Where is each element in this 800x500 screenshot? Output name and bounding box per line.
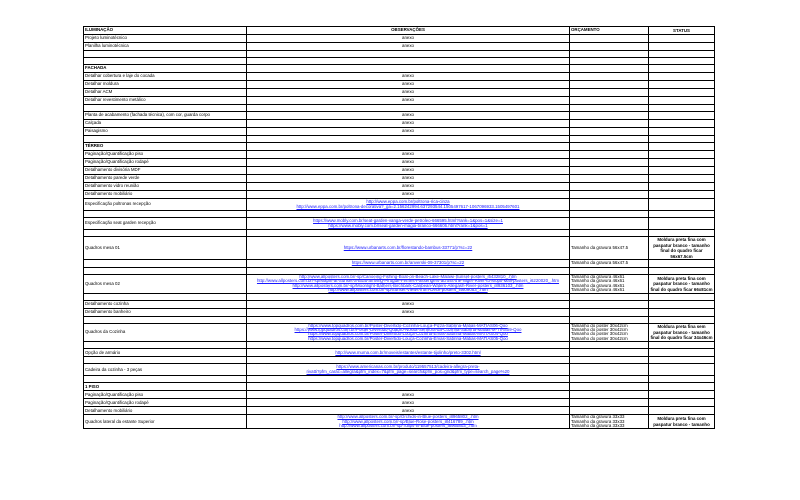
table-row	[84, 112, 715, 120]
section-title: 1 PISO	[84, 383, 247, 391]
observation-cell	[247, 143, 570, 151]
status-cell	[649, 81, 715, 89]
observation-cell	[247, 136, 570, 143]
budget-cell	[570, 58, 649, 65]
status-cell	[649, 218, 715, 230]
budget-value: Tamanho do poster 30x42cm	[571, 327, 628, 333]
observation-text: anexo	[402, 391, 414, 397]
item-label: Planta de acabamento (fachada técnica), com cor, guarda corpo	[84, 112, 247, 120]
item-label: Quadros lateral da estante Superior	[84, 415, 247, 429]
budget-value: Tamanho da gravura 33x33	[571, 418, 625, 424]
status-cell	[649, 143, 715, 151]
status-cell: Moldura preta fina com paspatur branco - tamanho final do quadro ficar 66x81cm	[649, 275, 715, 294]
status-cell	[649, 120, 715, 128]
status-cell	[649, 342, 715, 349]
item-label: Especificação poltronas recepção	[84, 199, 247, 211]
item-label	[84, 342, 247, 349]
budget-cell	[570, 81, 649, 89]
observation-link[interactable]: http://www.allposters.com.br/-sp/Tulips-in-Blue-posters_i8965803_.htm	[339, 423, 477, 429]
status-cell	[649, 376, 715, 383]
observation-link[interactable]: https://www.topquadros.com.br/Poster-Divertido-Quadro-Nossa-Senhora-da-Cozinha-Sabrina-Matias-M-TIAS09-Qoo	[294, 327, 522, 333]
status-cell	[649, 293, 715, 300]
budget-cell	[570, 323, 649, 342]
budget-spreadsheet	[83, 26, 715, 429]
table-row	[84, 364, 715, 376]
budget-cell	[570, 159, 649, 167]
observation-cell	[247, 323, 570, 342]
observation-link[interactable]: https://www.topquadros.com.br/Poster-Divertido-Louça-Cozinha-Ervas-Sabrina-Matias-MATIAS05-Qoo	[308, 335, 508, 341]
budget-cell	[570, 275, 649, 294]
budget-cell	[570, 300, 649, 308]
status-cell	[649, 357, 715, 364]
table-row	[84, 308, 715, 316]
empty-row	[84, 268, 715, 275]
observation-text: anexo	[402, 308, 414, 314]
empty-row	[84, 357, 715, 364]
budget-cell	[570, 349, 649, 357]
observation-text: anexo	[402, 191, 414, 197]
table-row	[84, 120, 715, 128]
observation-cell	[247, 316, 570, 323]
budget-cell	[570, 342, 649, 349]
observation-text: anexo	[402, 175, 414, 181]
empty-row	[84, 293, 715, 300]
observation-cell	[247, 183, 570, 191]
budget-cell	[570, 120, 649, 128]
observation-text: anexo	[402, 89, 414, 95]
empty-row	[84, 58, 715, 65]
observation-cell	[247, 391, 570, 399]
table-row	[84, 199, 715, 211]
budget-cell	[570, 308, 649, 316]
observation-cell	[247, 342, 570, 349]
observation-cell	[247, 151, 570, 159]
observation-cell	[247, 218, 570, 230]
observation-text: anexo	[402, 97, 414, 103]
budget-cell	[570, 237, 649, 260]
budget-cell	[570, 65, 649, 73]
budget-cell	[570, 43, 649, 51]
header-orcamento: ORÇAMENTO	[570, 27, 649, 35]
item-label: Quadros da Cozinha	[84, 323, 247, 342]
status-cell	[649, 105, 715, 112]
empty-row	[84, 51, 715, 58]
budget-value: Tamanho da gravura 46x61	[571, 287, 625, 293]
table-row	[84, 191, 715, 199]
item-label: Cadeira da cozinha - 3 peças	[84, 364, 247, 376]
item-label: Paisagismo	[84, 128, 247, 136]
item-label	[84, 105, 247, 112]
status-cell	[649, 35, 715, 43]
item-label: Especificação seat garden recepção	[84, 218, 247, 230]
budget-cell	[570, 357, 649, 364]
table-row	[84, 275, 715, 294]
observation-cell	[247, 58, 570, 65]
observation-link[interactable]: http://www.allposters.com.br/-sp/Canoeing-Fishing-Boat-on-Beach-Lake-Malawi-Sunset-posters_i5432810_.htm	[299, 274, 517, 279]
budget-cell	[570, 89, 649, 97]
observation-link[interactable]: http://www.allposters.com.br/-sp/Mapiri-at-Sunset-a-Boat-arriving-Pirogue-Ferries-Passengers-across-the-Niger-River-to-Mopti-Mali-posters_i6220020_.htm	[256, 278, 560, 284]
observation-cell	[247, 112, 570, 120]
observation-cell	[247, 35, 570, 43]
table-row	[84, 391, 715, 399]
observation-text: anexo	[402, 151, 414, 157]
budget-cell	[570, 73, 649, 81]
status-cell	[649, 199, 715, 211]
observation-text: anexo	[402, 73, 414, 79]
item-label: Detalhar moldura	[84, 81, 247, 89]
observation-link[interactable]: rivatti?pfm_carac=allegra&pfm_index=7&pfm_page=search&pfm_pos=grid&pfm_type=search_page%20	[306, 368, 510, 374]
budget-cell	[570, 151, 649, 159]
empty-row	[84, 316, 715, 323]
observation-cell	[247, 300, 570, 308]
item-label: Detalhar revestimento metálico	[84, 97, 247, 105]
budget-value: Tamanho da gravura 33x33	[571, 414, 625, 420]
empty-row	[84, 136, 715, 143]
budget-value: Tamanho da gravura 46x61	[571, 278, 625, 284]
header-observacoes: OBSERVAÇÕES	[247, 27, 570, 35]
status-cell	[649, 183, 715, 191]
observation-cell	[247, 120, 570, 128]
observation-cell	[247, 199, 570, 211]
budget-cell	[570, 143, 649, 151]
status-cell	[649, 128, 715, 136]
item-label	[84, 293, 247, 300]
budget-value: Tamanho do poster 30x42cm	[571, 331, 628, 337]
header-status: STATUS	[649, 27, 715, 35]
table-row	[84, 415, 715, 429]
item-label: Opção de armário	[84, 349, 247, 357]
budget-cell	[570, 415, 649, 429]
table-row	[84, 81, 715, 89]
spreadsheet-body	[84, 27, 715, 429]
table-row	[84, 349, 715, 357]
table-row	[84, 159, 715, 167]
observation-cell	[247, 415, 570, 429]
budget-cell	[570, 191, 649, 199]
item-label	[84, 230, 247, 237]
budget-cell	[570, 199, 649, 211]
status-cell	[649, 43, 715, 51]
item-label: Detalhamento mobiliário	[84, 407, 247, 415]
observation-cell	[247, 308, 570, 316]
item-label: Calçada	[84, 120, 247, 128]
header-category: ILUMINAÇÃO	[84, 27, 247, 35]
item-label: Paginação/Quantificação piso	[84, 151, 247, 159]
empty-row	[84, 230, 715, 237]
item-label: Paginação/Quantificação rodapé	[84, 399, 247, 407]
status-cell	[649, 136, 715, 143]
status-cell: Moldura preta fina sem paspatur branco - tamanho final do quadro ficar 34x46cm	[649, 323, 715, 342]
table-row	[84, 399, 715, 407]
observation-link[interactable]: http://www.eppa.com.br/poltrona-rica-cinza	[366, 199, 450, 205]
table-row	[84, 300, 715, 308]
observation-cell	[247, 211, 570, 218]
status-cell	[649, 159, 715, 167]
observation-cell	[247, 268, 570, 275]
status-cell	[649, 316, 715, 323]
status-cell	[649, 260, 715, 268]
status-cell	[649, 89, 715, 97]
item-label	[84, 211, 247, 218]
observation-cell	[247, 275, 570, 294]
observation-cell	[247, 357, 570, 364]
item-label	[84, 58, 247, 65]
budget-value: Tamanho da gravura 56x47.5	[571, 244, 629, 250]
item-label	[84, 260, 247, 268]
budget-cell	[570, 260, 649, 268]
observation-cell	[247, 191, 570, 199]
table-row	[84, 97, 715, 105]
item-label: Detalhamento parede verde	[84, 175, 247, 183]
empty-row	[84, 376, 715, 383]
table-row	[84, 151, 715, 159]
observation-text: anexo	[402, 407, 414, 413]
status-cell: Moldura preta fina com paspatur branco - tamanho	[649, 415, 715, 429]
status-cell	[649, 167, 715, 175]
observation-cell	[247, 51, 570, 58]
item-label: Detalhar ACM	[84, 89, 247, 97]
observation-text: anexo	[402, 35, 414, 41]
table-row	[84, 183, 715, 191]
table-row	[84, 218, 715, 230]
empty-row	[84, 342, 715, 349]
observation-cell	[247, 349, 570, 357]
budget-cell	[570, 364, 649, 376]
observation-cell	[247, 293, 570, 300]
item-label: Detalhar cobertura e laje do cocada	[84, 73, 247, 81]
observation-text: anexo	[402, 183, 414, 189]
observation-cell	[247, 383, 570, 391]
budget-cell	[570, 136, 649, 143]
budget-cell	[570, 35, 649, 43]
observation-text: anexo	[402, 112, 414, 118]
item-label: Detalhamento mobiliário	[84, 191, 247, 199]
status-cell	[649, 391, 715, 399]
observation-cell	[247, 43, 570, 51]
observation-cell	[247, 105, 570, 112]
item-label	[84, 51, 247, 58]
budget-value: Tamanho da gravura 56x47.5	[571, 260, 629, 266]
table-row	[84, 89, 715, 97]
section-title: FACHADA	[84, 65, 247, 73]
item-label	[84, 316, 247, 323]
observation-cell	[247, 89, 570, 97]
table-row	[84, 175, 715, 183]
budget-cell	[570, 128, 649, 136]
table-row	[84, 128, 715, 136]
budget-cell	[570, 230, 649, 237]
observation-link[interactable]: https://www.urbanarts.com.br/florestando-bambus-33771/p?sc=22	[343, 244, 473, 250]
observation-cell	[247, 128, 570, 136]
status-cell	[649, 175, 715, 183]
observation-cell	[247, 65, 570, 73]
status-cell	[649, 268, 715, 275]
observation-cell	[247, 376, 570, 383]
section-header-row	[84, 143, 715, 151]
observation-cell	[247, 364, 570, 376]
budget-cell	[570, 167, 649, 175]
observation-link[interactable]: http://www.eppa.com.br/poltrona-decorativa?_ga=2.156242994.637293544.1505497617-1067096933.1505497601	[296, 203, 520, 209]
budget-cell	[570, 183, 649, 191]
empty-row	[84, 211, 715, 218]
observation-text: anexo	[402, 120, 414, 126]
table-row	[84, 237, 715, 260]
budget-cell	[570, 399, 649, 407]
observation-cell	[247, 407, 570, 415]
status-cell	[649, 191, 715, 199]
observation-link[interactable]: http://www.allposters.com.br/-sp/Blue-Rose-posters_i8416789_.htm	[342, 418, 474, 424]
budget-cell	[570, 211, 649, 218]
item-label: Planilha luminotécnica	[84, 43, 247, 51]
budget-cell	[570, 383, 649, 391]
status-cell	[649, 51, 715, 58]
table-row	[84, 35, 715, 43]
budget-cell	[570, 407, 649, 415]
budget-cell	[570, 175, 649, 183]
table-row	[84, 73, 715, 81]
table-row	[84, 167, 715, 175]
observation-text: anexo	[402, 81, 414, 87]
status-cell	[649, 58, 715, 65]
item-label: Paginação/Quantificação rodapé	[84, 159, 247, 167]
observation-link[interactable]: https://www.urbanarts.com.br/anverski-09-37301/p?sc=22	[351, 260, 465, 266]
section-header-row	[84, 383, 715, 391]
budget-cell	[570, 51, 649, 58]
observation-cell	[247, 260, 570, 268]
budget-cell	[570, 316, 649, 323]
table-row	[84, 43, 715, 51]
status-cell	[649, 383, 715, 391]
observation-cell	[247, 73, 570, 81]
budget-value: Tamanho da gravura 33x33	[571, 423, 625, 429]
table-row	[84, 323, 715, 342]
status-cell	[649, 211, 715, 218]
budget-value: Tamanho da gravura 46x61	[571, 274, 625, 279]
status-cell	[649, 65, 715, 73]
status-cell	[649, 112, 715, 120]
budget-cell	[570, 376, 649, 383]
observation-cell	[247, 237, 570, 260]
status-cell	[649, 151, 715, 159]
observation-link[interactable]: http://www.muma.com.br/moveis/estantes/estante-tijolinho/preto-3302.html	[335, 349, 481, 355]
observation-link[interactable]: https://www.americanas.com.br/produto/119557513/cadeira-allegra-preta-	[336, 364, 480, 370]
status-cell	[649, 349, 715, 357]
observation-cell	[247, 81, 570, 89]
status-cell	[649, 407, 715, 415]
observation-cell	[247, 159, 570, 167]
section-header-row	[84, 65, 715, 73]
status-cell	[649, 73, 715, 81]
item-label: Detalhamento divisória MDF	[84, 167, 247, 175]
item-label	[84, 376, 247, 383]
table-row	[84, 407, 715, 415]
table-row	[84, 260, 715, 268]
observation-text: anexo	[402, 128, 414, 134]
observation-cell	[247, 175, 570, 183]
item-label: Detalhamento banheiro	[84, 308, 247, 316]
empty-row	[84, 105, 715, 112]
item-label	[84, 136, 247, 143]
budget-value: Tamanho do poster 30x42cm	[571, 335, 628, 341]
item-label: Quadros mesa 02	[84, 275, 247, 294]
item-label: Detalhamento vidro reunião	[84, 183, 247, 191]
item-label: Paginação/Quantificação piso	[84, 391, 247, 399]
observation-link[interactable]: http://www.allposters.com.br/-sp/Moonlight-Bathers-Birchbark-Caribean-Waters-Allegash-River-posters_i8936103_.htm	[292, 282, 524, 288]
observation-text: anexo	[402, 399, 414, 405]
header-row	[84, 27, 715, 35]
observation-text: anexo	[402, 300, 414, 306]
status-cell	[649, 300, 715, 308]
budget-cell	[570, 391, 649, 399]
observation-text: anexo	[402, 43, 414, 49]
item-label: Projeto luminotécnico	[84, 35, 247, 43]
observation-link[interactable]: https://www.mobly.com.br/seat-garden-magia-branco-666606.html?rank=1&pos=1	[328, 222, 488, 228]
observation-link[interactable]: https://www.mobly.com.br/seat-garden-vanga-verde-petroleo-666595.html?rank=1&pos=1&size=1	[313, 218, 503, 224]
item-label	[84, 268, 247, 275]
item-label	[84, 357, 247, 364]
observation-link[interactable]: http://www.allposters.com.br/-sp/Sunset-Views-from-Deck-posters_i4609053_.htm	[328, 287, 488, 293]
observation-link[interactable]: http://www.allposters.com.br/-sp/Orchids-in-Blue-posters_i8965802_.htm	[337, 414, 479, 420]
status-cell	[649, 230, 715, 237]
item-label: Detalhamento cozinha	[84, 300, 247, 308]
observation-cell	[247, 230, 570, 237]
budget-cell	[570, 293, 649, 300]
observation-text: anexo	[402, 159, 414, 165]
observation-cell	[247, 399, 570, 407]
status-cell	[649, 308, 715, 316]
budget-cell	[570, 97, 649, 105]
observation-link[interactable]: https://www.topquadros.com.br/Poster-Divertido-Louça-Cozinha-Ervas-Sabrina-Matias-MATIAS04-Qoo	[308, 331, 508, 337]
observation-text: anexo	[402, 167, 414, 173]
status-cell	[649, 364, 715, 376]
status-cell	[649, 399, 715, 407]
budget-cell	[570, 268, 649, 275]
budget-value: Tamanho do poster 30x42cm	[571, 323, 628, 328]
budget-cell	[570, 112, 649, 120]
budget-cell	[570, 105, 649, 112]
item-label: Quadros mesa 01	[84, 237, 247, 260]
observation-cell	[247, 167, 570, 175]
budget-value: Tamanho da gravura 46x61	[571, 282, 625, 288]
status-cell	[649, 97, 715, 105]
observation-link[interactable]: https://www.topquadros.com.br/Poster-Divertido-Cozinha-Louça-Pizza-Sabrina-Matias-MATIAS06-Qoo	[308, 323, 508, 328]
observation-cell	[247, 97, 570, 105]
status-cell: Moldura preta fina com paspatur branco - tamanho final do quadro ficar 56x67.5cm	[649, 237, 715, 260]
section-title: TÉRREO	[84, 143, 247, 151]
budget-cell	[570, 218, 649, 230]
